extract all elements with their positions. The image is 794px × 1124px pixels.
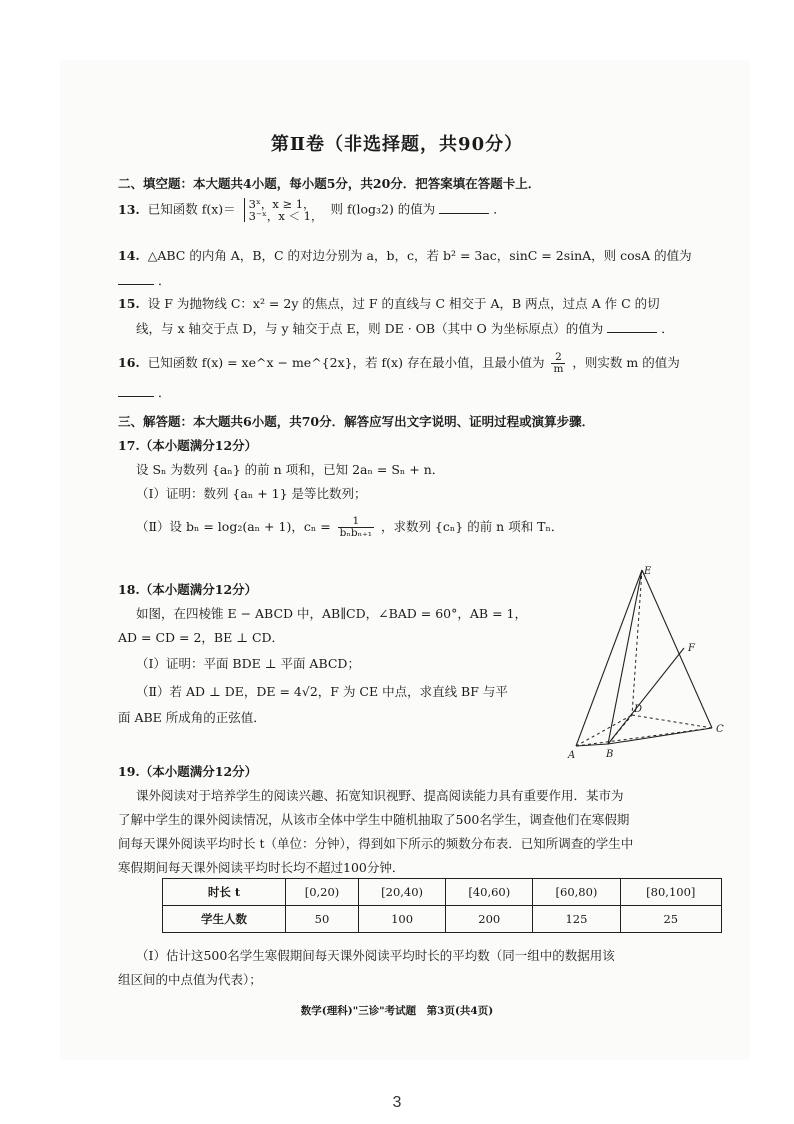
question-17-line-1: 设 Sₙ 为数列 {aₙ} 的前 n 项和，已知 2aₙ = Sₙ + n． (136, 462, 445, 477)
answer-blank (607, 320, 657, 333)
question-19-line-2: 了解中学生的课外阅读情况，从该市全体中学生中随机抽取了500名学生，调查他们在寒假期 (118, 812, 630, 827)
label-C: C (716, 724, 724, 735)
table-row-intervals (163, 879, 722, 906)
question-18-line-1: 如图，在四棱锥 E − ABCD 中，AB∥CD，∠BAD = 60°，AB = 1， (136, 606, 527, 621)
question-15-text-2: 线，与 x 轴交于点 D，与 y 轴交于点 E，则 DE · OB（其中 O 为坐标原点）的值为 (136, 321, 604, 336)
question-17-part-2-b: ，求数列 {cₙ} 的前 n 项和 Tₙ． (380, 519, 564, 534)
pyramid-figure (562, 560, 742, 760)
question-16-text-a: 已知函数 f(x) = xe^x − me^{2x}，若 f(x) 存在最小值，且最小值为 (147, 355, 545, 370)
question-13-number: 13. (118, 201, 140, 217)
fraction-denominator: m (553, 363, 564, 375)
question-17-title: 17.（本小题满分12分） (118, 438, 258, 453)
table-cell: 25 (620, 906, 721, 933)
question-19-part-1-line-2: 组区间的中点值为代表）； (118, 972, 262, 987)
edge-AB (576, 744, 608, 746)
table-cell: [40,60) (446, 879, 533, 906)
question-16-number: 16. (118, 355, 140, 370)
edge-DC-hidden (632, 715, 712, 728)
question-15-line-1 (118, 296, 660, 312)
label-F: F (688, 643, 695, 654)
question-14-number: 14. (118, 248, 140, 263)
table-row-counts (163, 906, 722, 933)
question-14-answer-line (118, 272, 171, 289)
frequency-table (162, 878, 722, 933)
question-18-part-2-line-1: （Ⅱ）若 AD ⊥ DE，DE = 4√2，F 为 CE 中点，求直线 BF 与平 (136, 684, 508, 699)
question-15-text-1: 设 F 为抛物线 C：x² = 2y 的焦点，过 F 的直线与 C 相交于 A，B 两点，过点 A 作 C 的切 (147, 296, 660, 311)
label-B: B (606, 749, 614, 760)
answer-blank (118, 272, 154, 285)
question-13-text-c: ． (493, 201, 506, 217)
page-number: 3 (392, 1094, 402, 1111)
label-A: A (568, 750, 576, 760)
fraction-denominator: bₙbₙ₊₁ (339, 527, 372, 539)
answer-section-header: 三、解答题：本大题共6小题，共70分．解答应写出文字说明、证明过程或演算步骤． (118, 414, 595, 429)
question-15-tail: ． (661, 321, 674, 336)
question-14-tail: ． (157, 273, 171, 288)
section-title: 第Ⅱ卷（非选择题，共90分） (270, 134, 524, 155)
table-cell: [20,40) (359, 879, 446, 906)
question-13-text-b: 则 f(log₃2) 的值为 (330, 201, 436, 217)
question-16 (118, 352, 680, 375)
diagonal-AC-hidden (576, 728, 712, 746)
answer-blank (439, 201, 489, 214)
answer-blank (118, 384, 154, 397)
table-cell: [60,80) (533, 879, 620, 906)
fraction-numerator: 1 (338, 516, 374, 528)
question-17-part-1: （Ⅰ）证明：数列 {aₙ + 1} 是等比数列； (136, 486, 367, 501)
piece-1: 3ˣ，x ≥ 1， (248, 197, 315, 211)
fill-in-header: 二、填空题：本大题共4小题，每小题5分，共20分．把答案填在答题卡上． (118, 176, 541, 191)
table-cell: [80,100] (620, 879, 721, 906)
question-16-text-b: ，则实数 m 的值为 (572, 355, 680, 370)
question-19-line-4: 寒假期间每天课外阅读平均时长均不超过100分钟． (118, 860, 405, 875)
piece-2: 3⁻ˣ，x ＜ 1， (248, 209, 323, 223)
piecewise-function (244, 198, 323, 222)
question-19-line-1: 课外阅读对于培养学生的阅读兴趣、拓宽知识视野、提高阅读能力具有重要作用．某市为 (136, 788, 624, 803)
question-17-part-2 (136, 516, 563, 539)
question-19-title: 19.（本小题满分12分） (118, 764, 258, 779)
question-18-part-2-line-2: 面 ABE 所成角的正弦值． (118, 710, 266, 725)
edge-EA (576, 570, 642, 746)
question-19-line-3: 间每天课外阅读平均时长 t（单位：分钟），得到如下所示的频数分布表．已知所调查的学生中 (118, 836, 634, 851)
question-13 (118, 198, 506, 222)
question-13-text-a: 已知函数 f(x)＝ (147, 201, 236, 217)
edge-EB (608, 570, 642, 744)
question-15-number: 15. (118, 296, 140, 311)
question-16-tail: ． (157, 385, 171, 400)
fraction-numerator: 2 (551, 352, 565, 364)
question-18-title: 18.（本小题满分12分） (118, 582, 258, 597)
fraction-cn (338, 516, 374, 539)
table-header-duration: 时长 t (163, 879, 286, 906)
label-D: D (634, 704, 643, 715)
page-footer: 数学(理科)"三诊"考试题 第3页(共4页) (300, 1005, 494, 1017)
table-header-students: 学生人数 (163, 906, 286, 933)
edge-EC (642, 570, 712, 728)
question-19-part-1-line-1: （Ⅰ）估计这500名学生寒假期间每天课外阅读平均时长的平均数（同一组中的数据用该 (136, 948, 615, 963)
table-cell: [0,20) (286, 879, 359, 906)
question-17-part-2-a: （Ⅱ）设 bₙ = log₂(aₙ + 1)，cₙ = (136, 519, 331, 534)
question-18-line-2: AD = CD = 2，BE ⊥ CD． (118, 630, 285, 645)
question-14 (118, 248, 692, 264)
table-cell: 50 (286, 906, 359, 933)
fraction-2-over-m (551, 352, 565, 375)
question-18-part-1: （Ⅰ）证明：平面 BDE ⊥ 平面 ABCD； (136, 656, 360, 671)
question-15-line-2 (136, 320, 674, 337)
table-cell: 100 (359, 906, 446, 933)
question-16-answer-line (118, 384, 171, 401)
question-14-text: △ABC 的内角 A，B，C 的对边分别为 a，b，c，若 b² = 3ac，sinC = 2sinA，则 cosA 的值为 (147, 248, 692, 263)
label-E: E (644, 566, 652, 577)
table-cell: 125 (533, 906, 620, 933)
table-cell: 200 (446, 906, 533, 933)
